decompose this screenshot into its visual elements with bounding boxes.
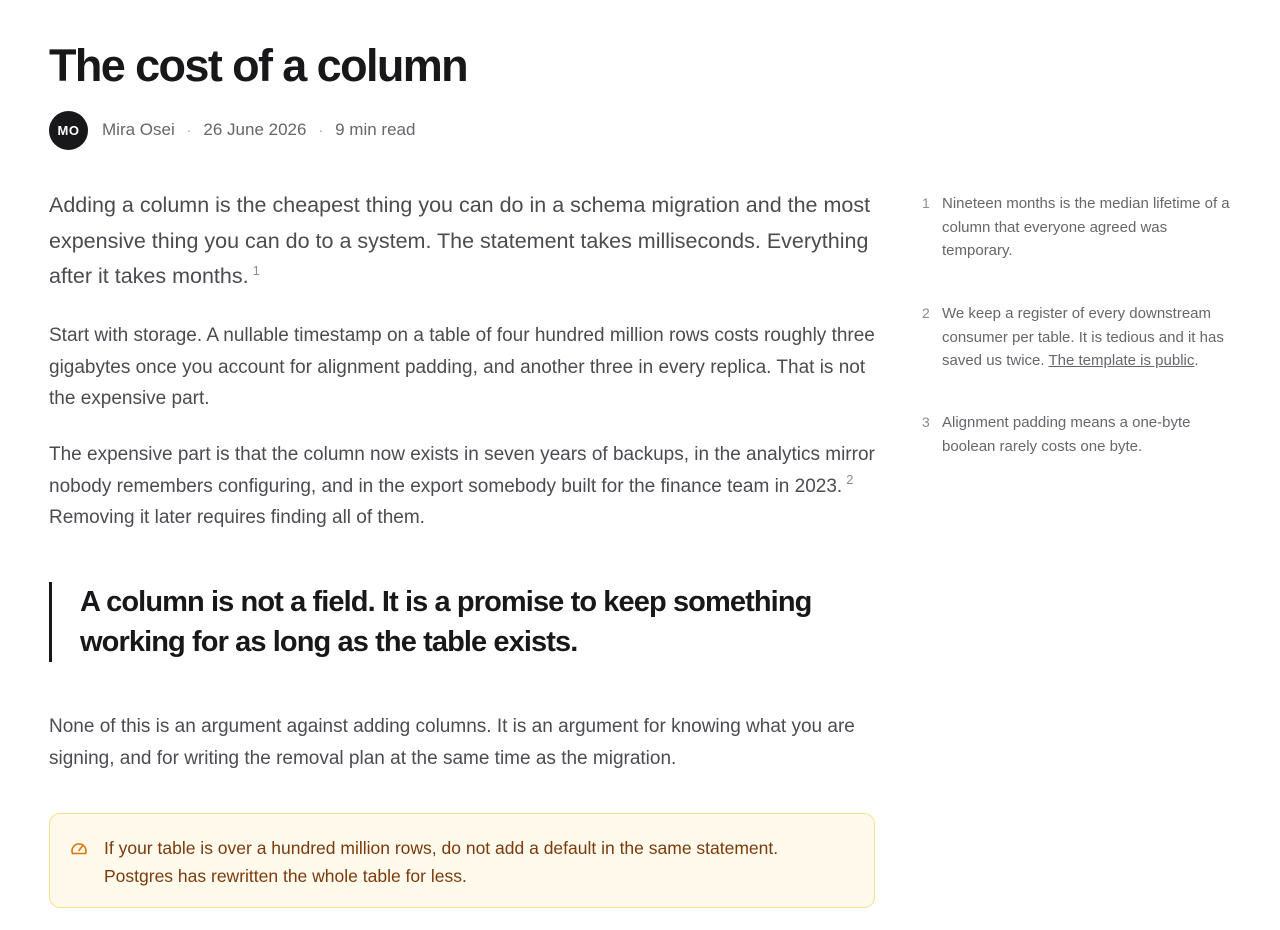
lede-text: Adding a column is the cheapest thing you can do in a schema migration and the most expensive thing you can do to a system. The statement takes milliseconds. Everything after it takes months. bbox=[49, 193, 871, 288]
template-link[interactable]: The template is public bbox=[1048, 352, 1195, 369]
read-time: 9 min read bbox=[335, 120, 416, 139]
paragraph-text: Removing it later requires finding all of them. bbox=[49, 507, 425, 528]
footnote-number: 2 bbox=[922, 305, 930, 321]
article-title: The cost of a column bbox=[49, 40, 468, 91]
footnote-number: 1 bbox=[922, 195, 930, 211]
pull-quote bbox=[49, 582, 875, 662]
body-paragraph: None of this is an argument against adding columns. It is an argument for knowing what you are signing, and for writing the removal plan at the same time as the migration. bbox=[49, 716, 855, 769]
body-paragraph: Start with storage. A nullable timestamp on a table of four hundred million rows costs roughly three gigabytes once you account for alignment padding, and another three in every replica. That is not the expensive part. bbox=[49, 325, 875, 409]
footnote-body bbox=[942, 302, 1240, 373]
paragraph-text: The expensive part is that the column now exists in seven years of backups, in the analytics mirror nobody remembers configuring, and in the export somebody built for the finance team in 2023. bbox=[49, 444, 875, 497]
warning-callout bbox=[49, 813, 875, 908]
footnote-trailing: . bbox=[1194, 352, 1199, 369]
gauge-icon bbox=[70, 840, 88, 858]
body-paragraph bbox=[49, 439, 875, 534]
byline-separator: · bbox=[186, 122, 192, 138]
author-name[interactable]: Mira Osei bbox=[102, 120, 175, 139]
byline bbox=[49, 110, 415, 150]
publish-date: 26 June 2026 bbox=[203, 120, 307, 139]
footnote-ref-2[interactable]: 2 bbox=[846, 472, 854, 488]
pull-quote-text: A column is not a field. It is a promise to keep something working for as long as the table exists. bbox=[80, 586, 812, 658]
callout-text: If your table is over a hundred million rows, do not add a default in the same statement. Postgres has rewritten the whole table for less. bbox=[104, 838, 779, 886]
footnote-number: 3 bbox=[922, 414, 930, 430]
footnote-2 bbox=[922, 302, 1240, 373]
author-avatar[interactable]: MO bbox=[49, 111, 88, 150]
byline-separator: · bbox=[318, 122, 324, 138]
footnote-ref-1[interactable]: 1 bbox=[252, 262, 260, 278]
footnote-text: Alignment padding means a one-byte boolean rarely costs one byte. bbox=[942, 414, 1191, 455]
footnote-text: We keep a register of every downstream consumer per table. It is tedious and it has saved us twice. bbox=[942, 305, 1224, 369]
footnote-3 bbox=[922, 411, 1240, 458]
lede-paragraph bbox=[49, 188, 875, 295]
footnote-text: Nineteen months is the median lifetime of a column that everyone agreed was temporary. bbox=[942, 195, 1230, 259]
footnote-1 bbox=[922, 192, 1240, 263]
